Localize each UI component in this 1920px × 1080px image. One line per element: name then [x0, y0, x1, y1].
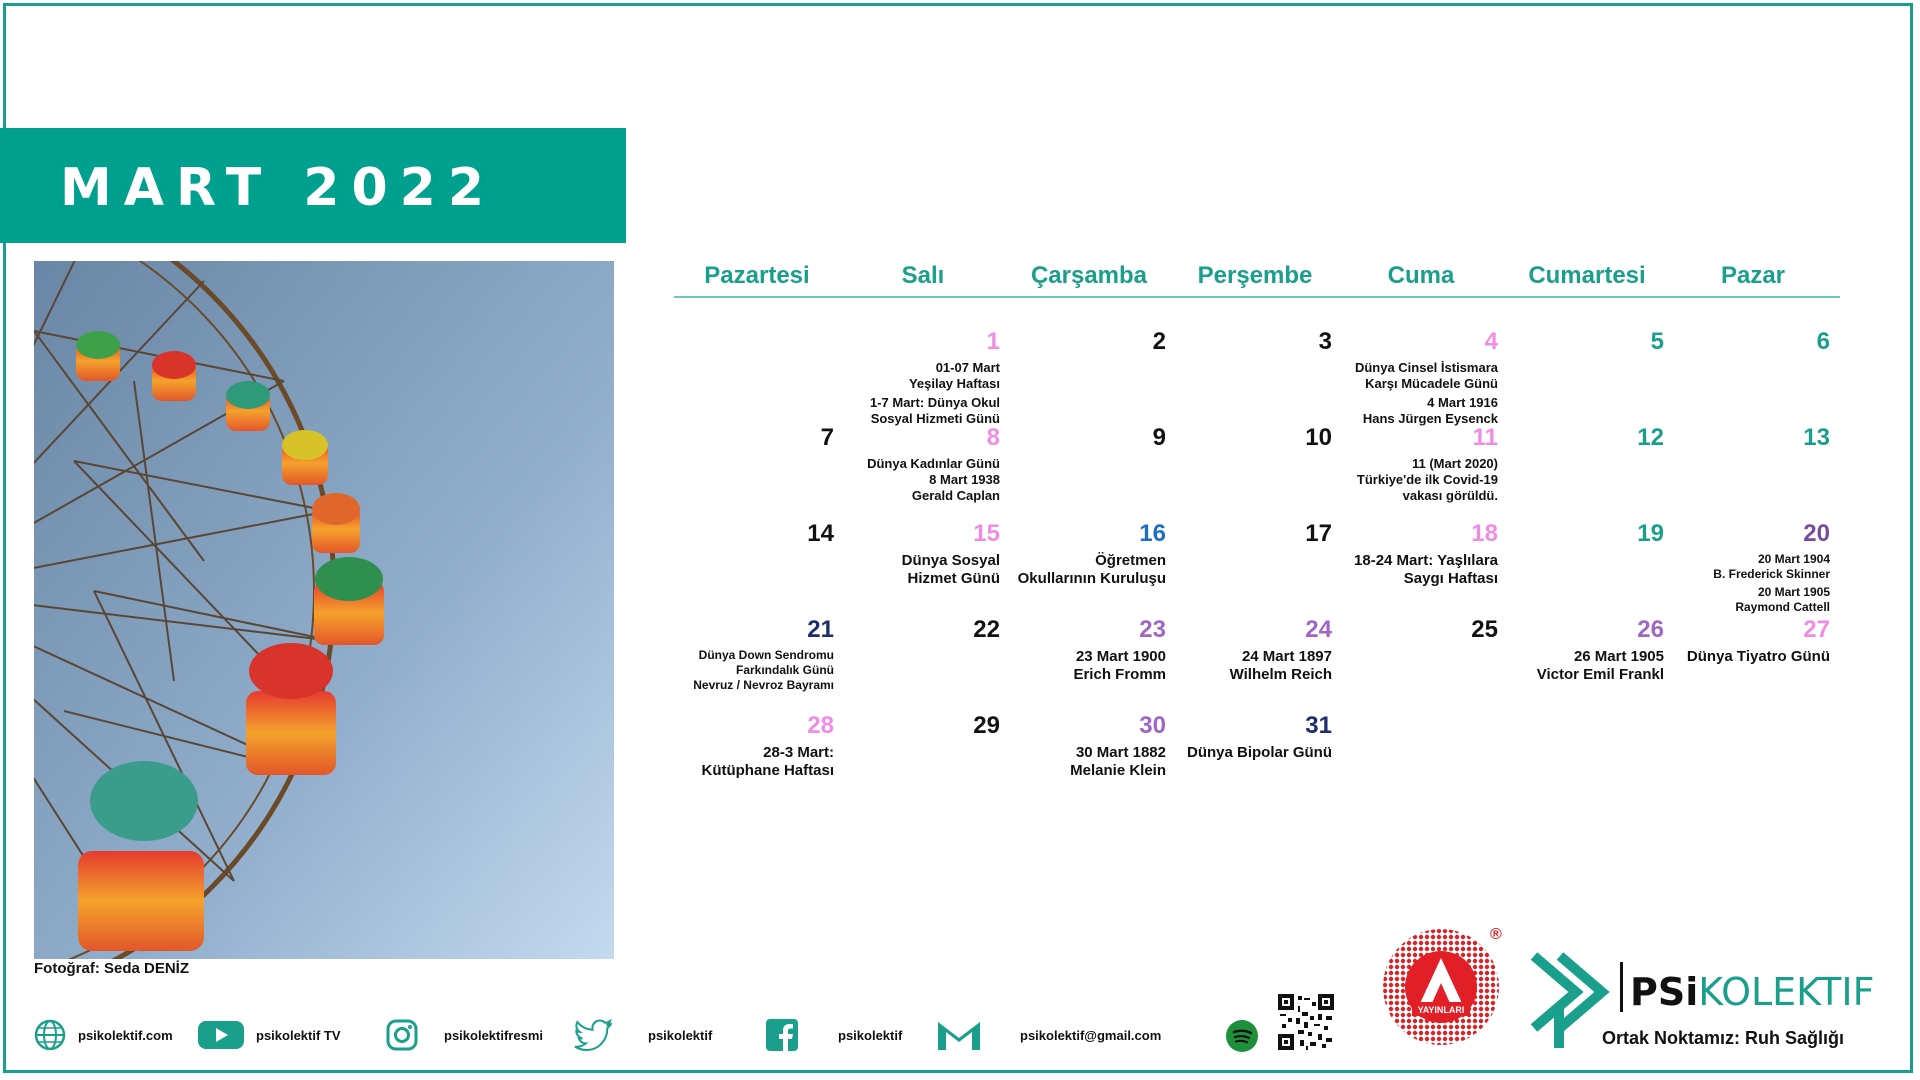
- day-cell: [840, 418, 1006, 514]
- event-line: Saygı Haftası: [1403, 570, 1498, 587]
- event-line: 30 Mart 1882: [1075, 744, 1166, 761]
- day-cell: [1172, 418, 1338, 514]
- day-events: [1000, 552, 1166, 588]
- day-cell: [840, 514, 1006, 610]
- weekday-wednesday: Çarşamba: [1030, 262, 1148, 289]
- day-cell: [1172, 514, 1338, 610]
- day-cell: [1504, 514, 1670, 610]
- event-line: 8 Mart 1938: [929, 472, 1000, 487]
- day-number: 1: [986, 328, 1000, 355]
- social-gmail-label: psikolektif@gmail.com: [1020, 1027, 1162, 1043]
- day-cell: [1172, 322, 1338, 418]
- weekday-sunday: Pazar: [1720, 262, 1786, 289]
- instagram-icon: [386, 1019, 418, 1051]
- day-number: 20: [1803, 520, 1830, 547]
- day-number: 26: [1637, 616, 1664, 643]
- day-number: 30: [1139, 712, 1166, 739]
- social-website[interactable]: [34, 1010, 173, 1060]
- facebook-icon: [766, 1019, 798, 1051]
- event-line: 4 Mart 1916: [1427, 395, 1498, 410]
- day-events: [834, 552, 1000, 588]
- event-line: Dünya Cinsel İstismara: [1354, 360, 1498, 375]
- day-events: [668, 648, 834, 693]
- event-line: Karşı Mücadele Günü: [1365, 376, 1498, 391]
- month-title-bar: [0, 128, 626, 243]
- weekday-friday: Cuma: [1387, 262, 1455, 289]
- day-cell: [1006, 514, 1172, 610]
- day-events: [834, 360, 1000, 427]
- psikolektif-wordmark: [1630, 970, 1874, 1014]
- weekday-saturday: Cumartesi: [1528, 262, 1646, 289]
- event-line: Gerald Caplan: [911, 488, 1000, 503]
- day-events: [1166, 648, 1332, 684]
- event-line: Sosyal Hizmeti Günü: [870, 411, 1000, 426]
- event-line: Hans Jürgen Eysenck: [1362, 411, 1498, 426]
- day-number: 13: [1803, 424, 1830, 451]
- brand-psi: PSi: [1630, 970, 1699, 1014]
- spotify-icon[interactable]: [1226, 1020, 1258, 1052]
- day-events: [1332, 360, 1498, 427]
- day-cell: [1006, 322, 1172, 418]
- day-events: [1000, 744, 1166, 780]
- social-website-label: psikolektif.com: [78, 1027, 173, 1043]
- event-line: Dünya Sosyal: [901, 552, 1000, 569]
- day-number: 11: [1472, 424, 1498, 451]
- day-cell: [840, 706, 1006, 802]
- day-cell: [674, 418, 840, 514]
- day-cell: [1006, 610, 1172, 706]
- day-cell: [840, 610, 1006, 706]
- day-cell: [1670, 514, 1836, 614]
- day-cell: [1006, 418, 1172, 514]
- day-events: [1332, 552, 1498, 588]
- day-cell: [1172, 706, 1338, 802]
- event-line: Nevruz / Nevroz Bayramı: [693, 678, 834, 692]
- day-events: [1664, 552, 1830, 615]
- social-instagram[interactable]: [386, 1010, 543, 1060]
- event-line: Türkiye'de ilk Covid-19: [1356, 472, 1498, 487]
- day-cell: [674, 610, 840, 706]
- day-events: [1664, 648, 1830, 666]
- weekday-tuesday: Salı: [901, 262, 945, 289]
- a-logo-text: YAYINLARI: [1417, 1005, 1465, 1015]
- day-events: [1000, 648, 1166, 684]
- globe-icon: [34, 1019, 66, 1051]
- day-number: 3: [1318, 328, 1332, 355]
- day-number: 5: [1650, 328, 1664, 355]
- brand-kolektif: KOLEKTIF: [1698, 970, 1875, 1014]
- event-line: Dünya Bipolar Günü: [1186, 744, 1332, 761]
- day-number: 31: [1305, 712, 1332, 739]
- twitter-icon: [574, 1019, 614, 1051]
- psikolektif-logo-mark: [1526, 948, 1614, 1048]
- weekday-header: [674, 262, 1840, 298]
- day-number: 22: [973, 616, 1000, 643]
- day-cell: [1006, 706, 1172, 802]
- youtube-icon: [198, 1019, 244, 1051]
- day-number: 23: [1139, 616, 1166, 643]
- event-line: Raymond Cattell: [1735, 600, 1830, 614]
- day-events: [1498, 648, 1664, 684]
- social-footer: [0, 1010, 1400, 1060]
- social-facebook[interactable]: [766, 1010, 902, 1060]
- day-number: 21: [807, 616, 834, 643]
- day-cell: [840, 322, 1006, 426]
- ferris-wheel-photo: [34, 261, 614, 959]
- event-line: 01-07 Mart: [935, 360, 1000, 375]
- social-twitter-label: psikolektif: [648, 1027, 713, 1043]
- day-number: 14: [807, 520, 834, 547]
- event-line: Erich Fromm: [1073, 666, 1166, 683]
- event-line: Dünya Kadınlar Günü: [867, 456, 1000, 471]
- day-number: 15: [973, 520, 1000, 547]
- day-events: [668, 744, 834, 780]
- day-number: 28: [807, 712, 834, 739]
- day-events: [1166, 744, 1332, 762]
- day-cell: [1504, 418, 1670, 514]
- brand-separator: [1620, 962, 1623, 1012]
- day-number: 9: [1152, 424, 1166, 451]
- month-title: MART 2022: [60, 158, 496, 218]
- day-cell: [1338, 514, 1504, 610]
- event-line: Dünya Down Sendromu: [698, 648, 834, 662]
- event-line: 20 Mart 1905: [1757, 585, 1830, 599]
- day-number: 7: [820, 424, 834, 451]
- registered-mark: ®: [1490, 926, 1502, 943]
- day-number: 4: [1484, 328, 1498, 355]
- social-instagram-label: psikolektifresmi: [444, 1027, 543, 1043]
- day-cell: [1670, 322, 1836, 418]
- day-number: 19: [1637, 520, 1664, 547]
- event-line: Okullarının Kuruluşu: [1017, 570, 1166, 587]
- day-number: 2: [1152, 328, 1166, 355]
- day-cell: [674, 514, 840, 610]
- event-line: 1-7 Mart: Dünya Okul: [869, 395, 1000, 410]
- day-number: 16: [1139, 520, 1166, 547]
- day-cell: [1670, 610, 1836, 706]
- day-number: 8: [986, 424, 1000, 451]
- event-line: 18-24 Mart: Yaşlılara: [1354, 552, 1498, 569]
- day-cell: [674, 706, 840, 802]
- day-number: 17: [1305, 520, 1332, 547]
- day-number: 6: [1816, 328, 1830, 355]
- day-cell: [1172, 610, 1338, 706]
- day-events: [1332, 456, 1498, 504]
- day-number: 29: [973, 712, 1000, 739]
- event-line: 28-3 Mart:: [763, 744, 834, 761]
- social-facebook-label: psikolektif: [838, 1027, 903, 1043]
- day-number: 27: [1803, 616, 1830, 643]
- brand-slogan: Ortak Noktamız: Ruh Sağlığı: [1602, 1028, 1845, 1048]
- social-gmail[interactable]: [936, 1010, 1161, 1060]
- day-cell: [1338, 418, 1504, 514]
- day-events: [834, 456, 1000, 504]
- event-line: 20 Mart 1904: [1757, 552, 1830, 566]
- day-number: 25: [1471, 616, 1498, 643]
- event-line: 24 Mart 1897: [1241, 648, 1332, 665]
- day-cell: [1504, 322, 1670, 418]
- social-youtube-label: psikolektif TV: [256, 1027, 341, 1043]
- weekday-thursday: Perşembe: [1197, 262, 1313, 289]
- event-line: Farkındalık Günü: [735, 663, 834, 677]
- day-cell: [1338, 610, 1504, 706]
- event-line: Yeşilay Haftası: [908, 376, 1000, 391]
- a-yayinlari-logo: [1382, 928, 1500, 1046]
- event-line: vakası görüldü.: [1402, 488, 1498, 503]
- gmail-icon: [936, 1018, 982, 1052]
- event-line: Hizmet Günü: [907, 570, 1000, 587]
- event-line: B. Frederick Skinner: [1713, 567, 1830, 581]
- day-number: 12: [1637, 424, 1664, 451]
- day-number: 10: [1305, 424, 1332, 451]
- day-cell: [1338, 322, 1504, 426]
- day-number: 24: [1305, 616, 1332, 643]
- day-number: 18: [1471, 520, 1498, 547]
- event-line: Victor Emil Frankl: [1536, 666, 1664, 683]
- event-line: 26 Mart 1905: [1573, 648, 1664, 665]
- event-line: Melanie Klein: [1070, 762, 1166, 779]
- weekday-monday: Pazartesi: [704, 262, 810, 289]
- event-line: Öğretmen: [1095, 552, 1166, 569]
- photo-credit: Fotoğraf: Seda DENİZ: [34, 960, 190, 977]
- event-line: 23 Mart 1900: [1075, 648, 1166, 665]
- day-cell: [1670, 418, 1836, 514]
- event-line: Dünya Tiyatro Günü: [1686, 648, 1830, 665]
- event-line: 11 (Mart 2020): [1412, 456, 1498, 471]
- social-youtube[interactable]: [198, 1010, 341, 1060]
- social-twitter[interactable]: [574, 1010, 712, 1060]
- qr-code[interactable]: [1278, 994, 1334, 1050]
- day-cell: [1504, 610, 1670, 706]
- event-line: Kütüphane Haftası: [701, 762, 834, 779]
- event-line: Wilhelm Reich: [1229, 666, 1332, 683]
